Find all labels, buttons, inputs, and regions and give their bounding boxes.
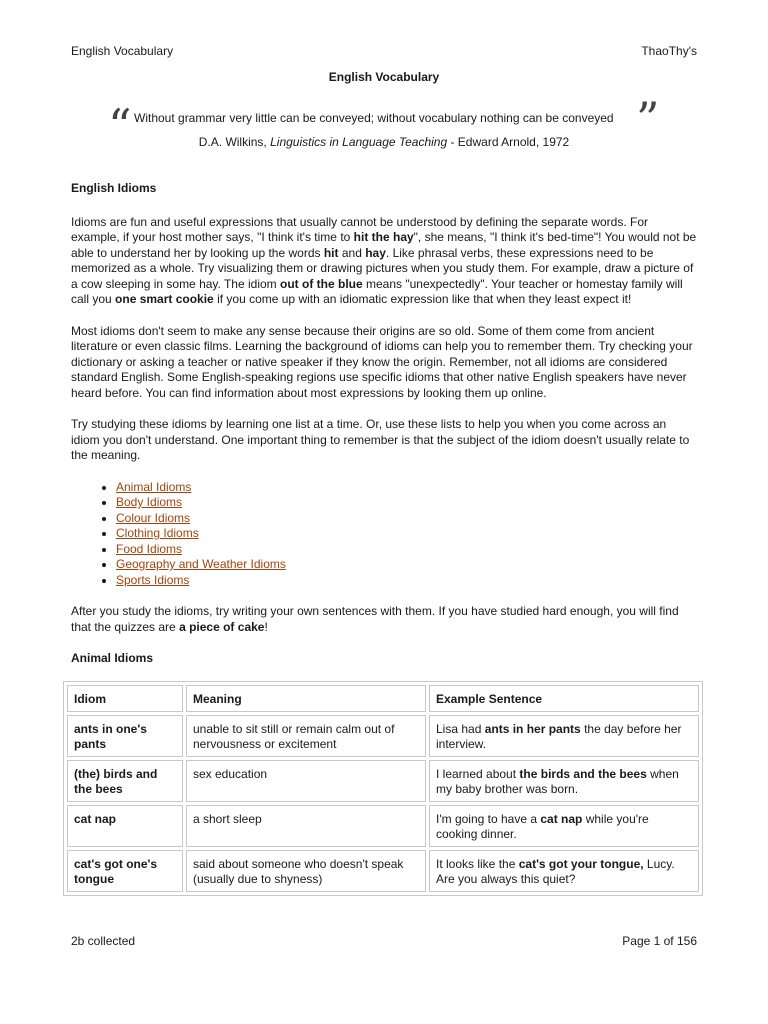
quote-text: Without grammar very little can be conveyed; without vocabulary nothing can be conveyed [134, 111, 614, 125]
text-span: I'm going to have a [436, 811, 541, 826]
bold-idiom: the birds and the bees [519, 766, 647, 781]
idiom-table [63, 681, 703, 896]
column-header-meaning: Meaning [186, 685, 426, 712]
text-span: It looks like the [436, 856, 519, 871]
text-span: . Like phrasal verbs, these expressions need to be memorized as a whole. Try visualizing them or drawing pictures when you study them. For example, draw a picture of a cow sleeping in some hay. The idiom [71, 245, 694, 291]
intro-paragraph-1 [71, 215, 697, 308]
text-span: I learned about [436, 766, 520, 781]
bold-idiom: ants in her pants [484, 721, 581, 736]
animal-idioms-heading: Animal Idioms [71, 651, 154, 665]
table-row [67, 850, 699, 892]
list-item [116, 557, 697, 573]
example-cell [429, 715, 699, 757]
text-span: Idioms are fun and useful expressions that usually cannot be understood by defining the separate words. For example, if your host mother says, "I think it's time to [71, 214, 649, 244]
meaning-cell: said about someone who doesn't speak (usually due to shyness) [186, 850, 426, 892]
table-row [67, 760, 699, 802]
column-header-example: Example Sentence [429, 685, 699, 712]
text-span: and [338, 245, 366, 260]
bold-idiom: a piece of cake [179, 619, 265, 634]
close-quote-icon: ” [636, 92, 660, 146]
text-span: when my baby brother was born. [436, 766, 679, 796]
bold-word: hit [323, 245, 339, 260]
main-content [71, 181, 697, 896]
link-colour-idioms[interactable]: Colour Idioms [116, 510, 191, 525]
intro-paragraph-3: Try studying these idioms by learning one list at a time. Or, use these lists to help you when you come across an idiom you don't understand. One important thing to remember is that the subject of the idiom doesn't usually relate to the meaning. [71, 417, 690, 462]
link-clothing-idioms[interactable]: Clothing Idioms [116, 526, 199, 540]
quote-author: D.A. Wilkins, [198, 135, 271, 149]
page-title: English Vocabulary [328, 70, 440, 84]
text-span: Lisa had [436, 721, 485, 736]
bold-idiom: hit the hay [353, 230, 414, 244]
list-item [116, 480, 697, 496]
quote-publisher: - Edward Arnold, 1972 [447, 135, 570, 149]
example-cell [429, 760, 699, 802]
example-cell [429, 850, 699, 892]
bold-idiom: one smart cookie [115, 292, 214, 306]
text-span: means "unexpectedly". Your teacher or homestay family will call you [71, 276, 683, 306]
list-item [116, 526, 697, 542]
bold-idiom: out of the blue [280, 276, 363, 291]
table-header-row [67, 685, 699, 712]
list-item [116, 511, 697, 527]
link-food-idioms[interactable]: Food Idioms [116, 541, 183, 556]
meaning-cell: sex education [186, 760, 426, 802]
closing-paragraph [71, 604, 697, 635]
idiom-cell: cat nap [67, 805, 183, 847]
text-span: After you study the idioms, try writing your own sentences with them. If you have studied hard enough, you will find that the quizzes are [71, 604, 679, 634]
text-span: if you come up with an idiomatic expression like that when they least expect it! [213, 292, 632, 306]
idiom-cell: (the) birds and the bees [67, 760, 183, 802]
text-span: Lucy. Are you always this quiet? [436, 856, 675, 886]
list-item [116, 573, 697, 589]
link-body-idioms[interactable]: Body Idioms [116, 495, 183, 509]
meaning-cell: a short sleep [186, 805, 426, 847]
link-sports-idioms[interactable]: Sports Idioms [116, 572, 190, 587]
header-right: ThaoThy's [641, 44, 697, 58]
quote-attribution [0, 135, 768, 151]
meaning-cell: unable to sit still or remain calm out of nervousness or excitement [186, 715, 426, 757]
text-span: the day before her interview. [436, 721, 682, 751]
text-span: while you're cooking dinner. [436, 811, 649, 841]
open-quote-icon: “ [108, 99, 132, 153]
idiom-cell: ants in one's pants [67, 715, 183, 757]
column-header-idiom: Idiom [67, 685, 183, 712]
link-animal-idioms[interactable]: Animal Idioms [116, 479, 192, 494]
table-row [67, 805, 699, 847]
text-span: ! [264, 619, 268, 634]
section-heading: English Idioms [71, 181, 157, 195]
idiom-link-list [71, 480, 697, 589]
header-left: English Vocabulary [71, 44, 174, 58]
page-number: Page 1 of 156 [622, 934, 697, 948]
example-cell [429, 805, 699, 847]
list-item [116, 542, 697, 558]
bold-idiom: cat's got your tongue, [518, 856, 644, 871]
intro-paragraph-2: Most idioms don't seem to make any sense because their origins are so old. Some of them come from ancient literature or even classic films. Learning the background of idioms can help you to remember them. Try checking your dictionary or asking a teacher or native speaker if they know the origin. Remember, not all idioms are considered standard English. Some English-speaking regions use specific idioms that other native English speakers have never heard before. You can find information about most expressions by looking them up online. [71, 323, 693, 400]
list-item [116, 495, 697, 511]
bold-word: hay [365, 245, 386, 260]
table-row [67, 715, 699, 757]
bold-idiom: cat nap [540, 811, 583, 826]
footer-left: 2b collected [71, 934, 136, 948]
quote-work: Linguistics in Language Teaching [270, 135, 448, 149]
link-geography-weather-idioms[interactable]: Geography and Weather Idioms [116, 557, 286, 571]
text-span: ", she means, "I think it's bed-time"! You would not be able to understand her by looking up the words [71, 230, 697, 260]
idiom-cell: cat's got one's tongue [67, 850, 183, 892]
